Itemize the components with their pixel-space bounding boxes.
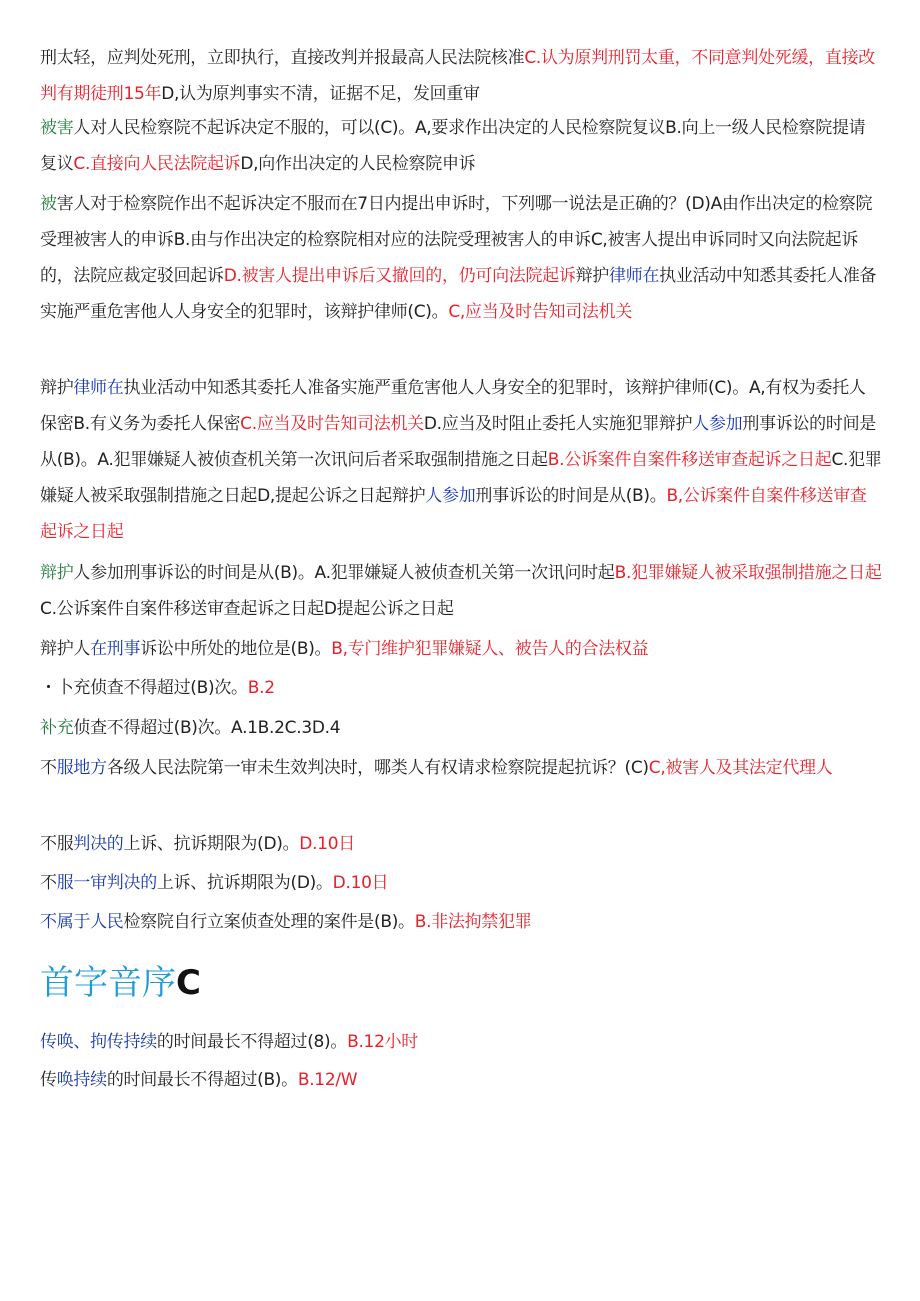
highlight-text: 辩护 — [40, 563, 74, 583]
answer-text: B.公诉案件自案件移送审查起诉之日起 — [547, 450, 832, 470]
body-text: 害人对于检察院作出不起诉决定不服而在7日内提出申诉时，下列哪一说法是正确的？(D)A由作出决定的检察院受理被害人的申诉B.由与作出决定的检察院相对应的法院受理被害人的申诉C,被害人提出申诉同时又向法院起诉的，法院应裁定驳回起诉 — [40, 194, 873, 286]
paragraph — [40, 631, 882, 667]
answer-text: B,专门维护犯罪嫌疑人、被告人的合法权益 — [331, 639, 649, 659]
paragraph — [40, 750, 882, 786]
body-text: 不服 — [40, 834, 74, 854]
body-text: 刑太轻，应判处死刑，立即执行，直接改判并报最高人民法院核准 — [40, 48, 525, 68]
paragraph — [40, 555, 882, 627]
paragraph — [40, 40, 882, 112]
paragraph — [40, 110, 882, 182]
highlight-text: 律师在 — [609, 266, 660, 286]
highlight-text: 服一审判决的 — [56, 873, 157, 893]
highlight-text: 补充 — [40, 718, 74, 738]
highlight-text: 不属于人民 — [40, 912, 124, 932]
body-text: 的时间最长不得超过(B)。 — [106, 1070, 298, 1090]
highlight-text: 判决的 — [73, 834, 124, 854]
section-heading — [40, 955, 201, 1011]
body-text: 刑事诉讼的时间是从(B)。 — [475, 486, 667, 506]
body-text: 执业活动中知悉其委托人准备实施严重危害他人人身安全的犯罪时，该辩护律师(C)。A,有权为委托人保密B.有义务为委托人保密 — [40, 378, 866, 434]
highlight-text: 服地方 — [56, 758, 107, 778]
section-heading-letter: C — [176, 963, 201, 1003]
highlight-text: 唤持续 — [56, 1070, 107, 1090]
body-text: 辩护人 — [40, 639, 91, 659]
body-text: 诉讼中所处的地位是(B)。 — [140, 639, 332, 659]
body-text: 不 — [40, 873, 57, 893]
body-text: 人对人民检察院不起诉决定不服的，可以(C)。A,要求作出决定的人民检察院复议B.向上一级人民检察院提请复议 — [40, 118, 866, 174]
body-text: 不 — [40, 758, 57, 778]
highlight-text: 传唤、拘传持续 — [40, 1032, 157, 1052]
body-text: 传 — [40, 1070, 57, 1090]
body-text: D,认为原判事实不清，证据不足，发回重审 — [161, 84, 480, 104]
paragraph — [40, 1024, 882, 1060]
body-text: D.应当及时阻止委托人实施犯罪辩护 — [423, 414, 693, 434]
highlight-text: 人参加 — [425, 486, 476, 506]
body-text: 的时间最长不得超过(8)。 — [156, 1032, 348, 1052]
body-text: 人参加刑事诉讼的时间是从(B)。A.犯罪嫌疑人被侦查机关第一次讯问时起 — [73, 563, 615, 583]
answer-text: D.被害人提出申诉后又撤回的，仍可向法院起诉 — [223, 266, 576, 286]
section-heading-prefix: 首字音序 — [40, 963, 176, 1003]
answer-text: C.认为原判刑罚太重，不同意判处死缓，直接改判有期徒刑15年 — [40, 48, 875, 104]
body-text: 侦查不得超过(B)次。A.1B.2C.3D.4 — [73, 718, 341, 738]
body-text: ・卜充侦查不得超过(B)次。 — [40, 678, 248, 698]
highlight-text: 被 — [40, 194, 57, 214]
answer-text: B.12/W — [297, 1070, 358, 1090]
answer-text: B.非法拘禁犯罪 — [414, 912, 532, 932]
answer-text: C.应当及时告知司法机关 — [240, 414, 424, 434]
body-text: 刑事诉讼的时间是从(B)。A.犯罪嫌疑人被侦查机关第一次讯问后者采取强制措施之日起 — [40, 414, 876, 470]
highlight-text: 被害 — [40, 118, 74, 138]
body-text: 执业活动中知悉其委托人准备实施严重危害他人人身安全的犯罪时，该辩护律师(C)。 — [40, 266, 877, 322]
body-text: 检察院自行立案侦查处理的案件是(B)。 — [123, 912, 415, 932]
body-text: 上诉、抗诉期限为(D)。 — [123, 834, 300, 854]
body-text: D,向作出决定的人民检察院申诉 — [240, 154, 476, 174]
body-text: C.犯罪嫌疑人被采取强制措施之日起D,提起公诉之日起辩护 — [40, 450, 882, 506]
highlight-text: 人参加 — [692, 414, 743, 434]
body-text: 上诉、抗诉期限为(D)。 — [156, 873, 333, 893]
answer-text: B.2 — [247, 678, 275, 698]
paragraph — [40, 370, 882, 550]
answer-text: C,被害人及其法定代理人 — [648, 758, 833, 778]
answer-text: D.10日 — [299, 834, 355, 854]
paragraph — [40, 826, 882, 862]
paragraph — [40, 186, 882, 330]
answer-text: C.直接向人民法院起诉 — [73, 154, 241, 174]
paragraph — [40, 1062, 882, 1098]
paragraph — [40, 670, 882, 706]
answer-text: B.12小时 — [347, 1032, 418, 1052]
paragraph — [40, 710, 882, 746]
answer-text: D.10日 — [332, 873, 389, 893]
body-text: 各级人民法院第一审未生效判决时，哪类人有权请求检察院提起抗诉？(C) — [106, 758, 649, 778]
body-text: 辩护 — [40, 378, 74, 398]
answer-text: B.犯罪嫌疑人被采取强制措施之日起 — [614, 563, 882, 583]
highlight-text: 在刑事 — [90, 639, 141, 659]
highlight-text: 律师在 — [73, 378, 124, 398]
answer-text: C,应当及时告知司法机关 — [448, 302, 633, 322]
body-text: 辩护 — [575, 266, 610, 286]
paragraph — [40, 904, 882, 940]
paragraph — [40, 865, 882, 901]
answer-text: B,公诉案件自案件移送审查起诉之日起 — [40, 486, 867, 542]
body-text: C.公诉案件自案件移送审查起诉之日起D提起公诉之日起 — [40, 599, 454, 619]
